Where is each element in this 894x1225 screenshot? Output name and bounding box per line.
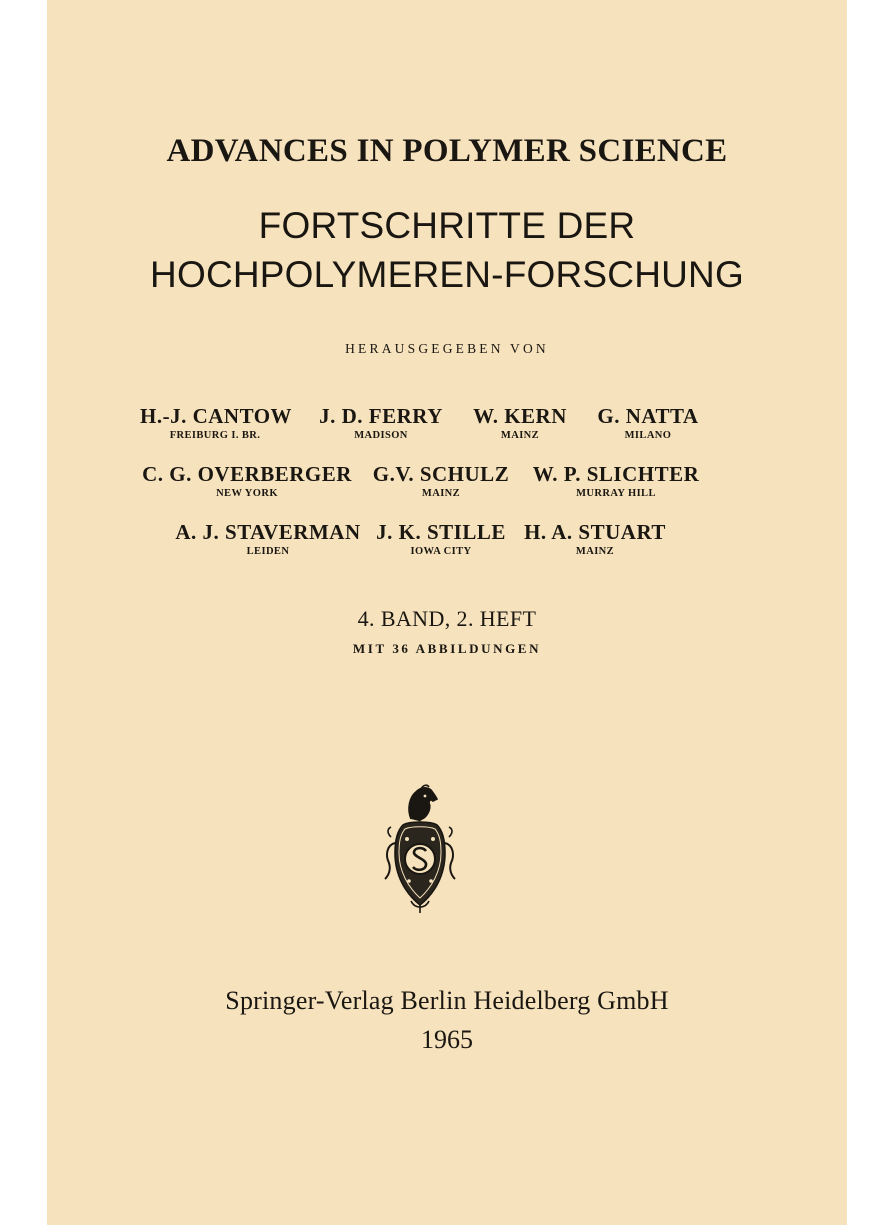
editor-city: MAINZ <box>421 488 461 499</box>
editor-name: H.-J. CANTOW <box>140 404 293 428</box>
editor-city: MAINZ <box>500 430 540 441</box>
editor-staverman <box>173 520 363 557</box>
editor-overberger <box>140 462 354 499</box>
editor-name: G.V. SCHULZ <box>372 462 510 486</box>
volume-issue: 4. BAND, 2. HEFT <box>357 606 537 631</box>
edited-by-label: HERAUSGEGEBEN VON <box>345 341 549 356</box>
title-german-line1: FORTSCHRITTE DER <box>258 205 636 246</box>
editor-city: IOWA CITY <box>410 546 472 557</box>
publication-year: 1965 <box>421 1025 473 1054</box>
editor-ferry <box>315 404 447 441</box>
editor-city: NEW YORK <box>216 488 278 499</box>
editor-city: MILANO <box>624 430 672 441</box>
editor-name: W. P. SLICHTER <box>532 462 700 486</box>
editor-name: A. J. STAVERMAN <box>175 520 361 544</box>
editor-city: MURRAY HILL <box>576 488 656 499</box>
editor-name: G. NATTA <box>597 404 699 428</box>
editor-name: C. G. OVERBERGER <box>142 462 352 486</box>
editor-city: MAINZ <box>575 546 615 557</box>
editor-kern <box>467 404 573 441</box>
springer-knight-emblem-icon <box>381 783 459 915</box>
editor-city: FREIBURG I. BR. <box>169 430 261 441</box>
editor-stille <box>374 520 508 557</box>
title-german-line2: HOCHPOLYMEREN-FORSCHUNG <box>150 254 744 295</box>
editor-stuart <box>521 520 669 557</box>
editor-city: LEIDEN <box>246 546 290 557</box>
editor-slichter <box>527 462 705 499</box>
editor-name: J. D. FERRY <box>319 404 443 428</box>
publisher-name: Springer-Verlag Berlin Heidelberg GmbH <box>225 986 669 1015</box>
editor-cantow <box>140 404 293 441</box>
editor-name: H. A. STUART <box>524 520 666 544</box>
illustrations-note: MIT 36 ABBILDUNGEN <box>352 641 542 656</box>
title-english: ADVANCES IN POLYMER SCIENCE <box>166 133 728 169</box>
editor-name: J. K. STILLE <box>376 520 506 544</box>
editor-city: MADISON <box>354 430 408 441</box>
editor-schulz <box>365 462 517 499</box>
editor-name: W. KERN <box>473 404 567 428</box>
editor-natta <box>592 404 704 441</box>
book-cover <box>47 0 847 1225</box>
